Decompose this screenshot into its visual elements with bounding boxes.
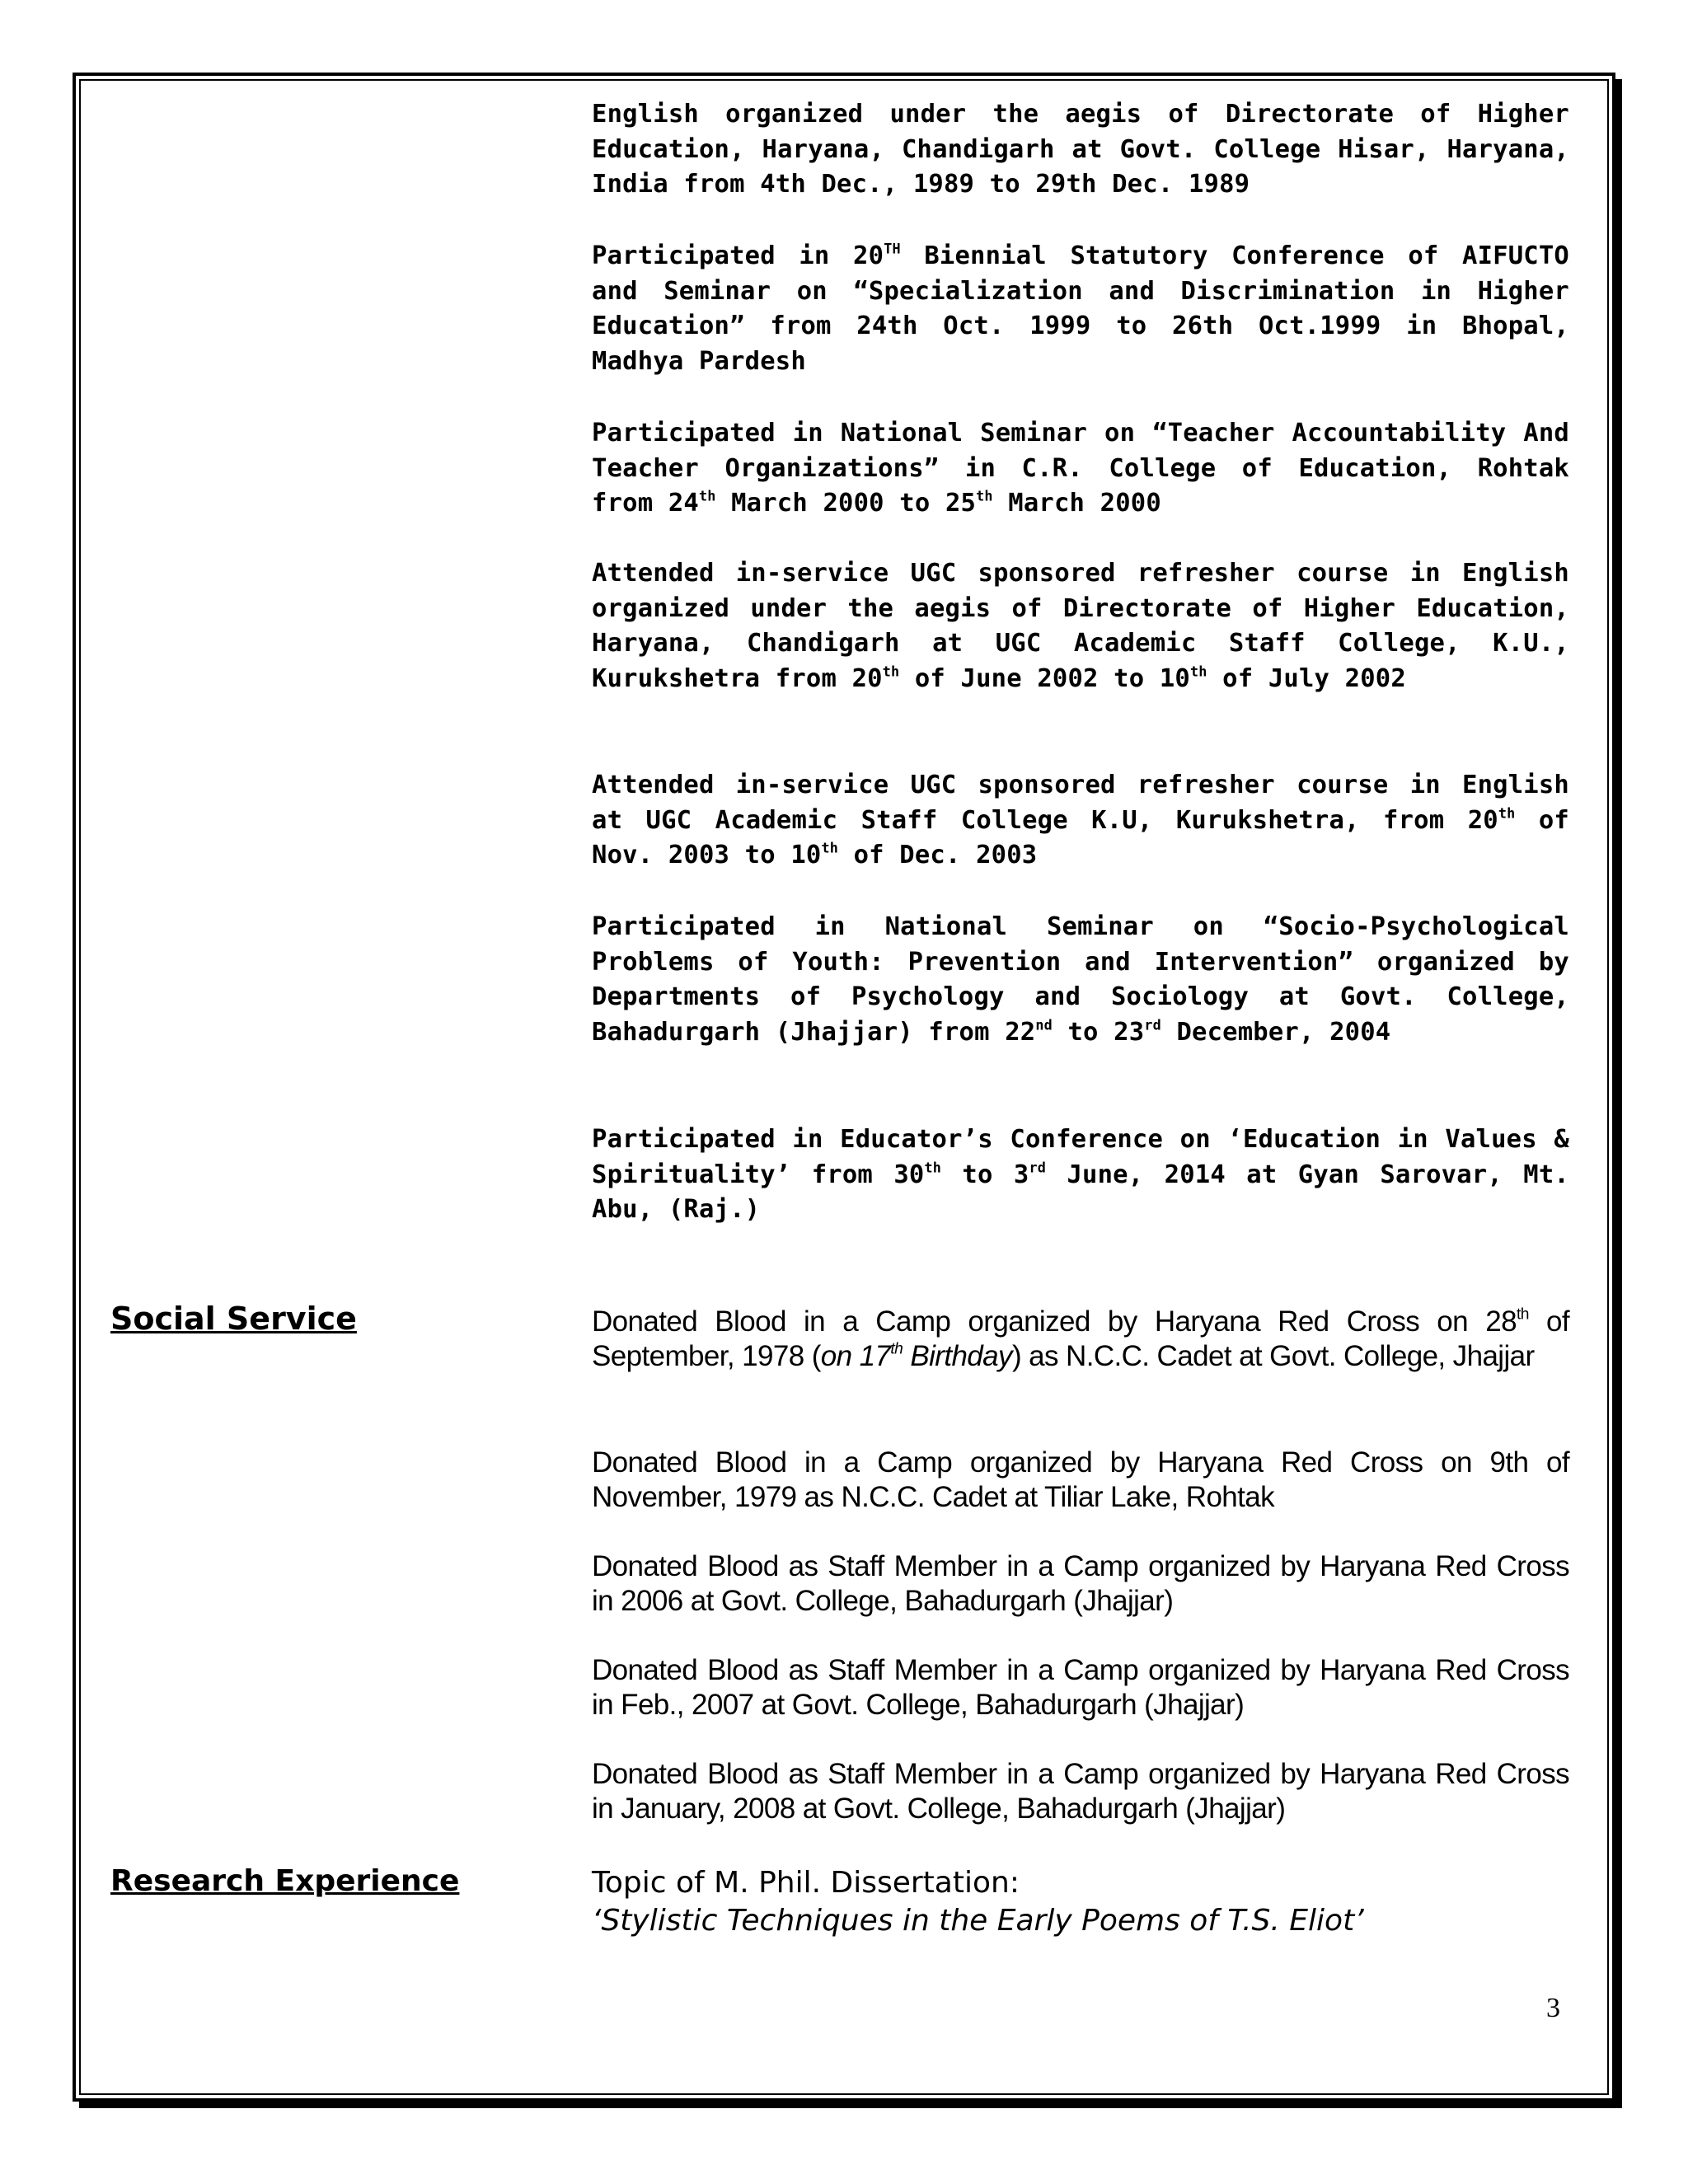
- entry-text: English organized under the aegis of Directorate of Higher Education, Haryana, Chandigarh at Govt. College Hisar, Haryana, India from 4th Dec., 1989 to 29th Dec. 1989: [592, 100, 1569, 199]
- research-experience-heading: Research Experience: [110, 1864, 460, 1898]
- participation-entry-1: [592, 97, 1569, 203]
- ordinal-suffix: TH: [884, 240, 901, 257]
- ordinal-suffix: rd: [1144, 1015, 1161, 1033]
- entry-text: Participated in 20: [592, 241, 884, 270]
- social-service-entry-1: [592, 1305, 1569, 1374]
- ordinal-suffix: th: [698, 487, 716, 504]
- social-service-entry-5: [592, 1757, 1569, 1826]
- ordinal-suffix: th: [976, 487, 993, 504]
- social-service-entry-3: [592, 1549, 1569, 1619]
- ordinal-suffix: nd: [1035, 1015, 1053, 1033]
- entry-text: Attended in-service UGC sponsored refresher course in English at UGC Academic Staff College K.U, Kurukshetra, from 20: [592, 771, 1569, 835]
- entry-text: Participated in National Seminar on “Socio-Psychological Problems of Youth: Prevention and Intervention” organized by Departments of Psychology and Sociology at Govt. College, Bahadurgarh (Jhajjar) from 22: [592, 912, 1569, 1047]
- ordinal-suffix: th: [1190, 662, 1207, 679]
- entry-text: of Dec. 2003: [838, 841, 1038, 869]
- entry-text: of July 2002: [1207, 663, 1406, 693]
- ordinal-suffix: rd: [1029, 1158, 1047, 1175]
- entry-text: Donated Blood in a Camp organized by Haryana Red Cross on 9th of November, 1979 as N.C.C. Cadet at Tiliar Lake, Rohtak: [592, 1446, 1569, 1513]
- social-service-heading: Social Service: [110, 1301, 357, 1337]
- entry-text: ) as N.C.C. Cadet at Govt. College, Jhajjar: [1011, 1340, 1535, 1372]
- participation-entry-5: [592, 768, 1569, 874]
- entry-text: June, 2014 at Gyan Sarovar, Mt. Abu, (Raj.): [592, 1160, 1569, 1224]
- entry-text: March 2000 to 25: [715, 489, 977, 518]
- dissertation-topic-label: Topic of M. Phil. Dissertation:: [592, 1866, 1020, 1900]
- entry-text-italic: Birthday: [903, 1340, 1012, 1372]
- ordinal-suffix: th: [882, 662, 900, 679]
- ordinal-suffix: th: [924, 1158, 942, 1175]
- entry-text: to 23: [1052, 1017, 1145, 1047]
- entry-text: Donated Blood as Staff Member in a Camp organized by Haryana Red Cross in 2006 at Govt. College, Bahadurgarh (Jhajjar): [592, 1550, 1569, 1617]
- entry-text: of June 2002 to 10: [899, 663, 1190, 693]
- participation-entry-3: [592, 416, 1569, 522]
- ordinal-suffix: th: [1516, 1305, 1529, 1324]
- participation-entry-7: [592, 1122, 1569, 1228]
- ordinal-suffix: th: [890, 1340, 903, 1358]
- participation-entry-2: [592, 239, 1569, 379]
- entry-text: Participated in Educator’s Conference on ‘Education in Values & Spirituality’ from 30: [592, 1125, 1569, 1189]
- social-service-entry-4: [592, 1653, 1569, 1722]
- entry-text: Participated in National Seminar on “Teacher Accountability And Teacher Organizations” in C.R. College of Education, Rohtak from 24: [592, 419, 1569, 518]
- entry-text-italic: on 17: [820, 1340, 891, 1372]
- entry-text: to 3: [941, 1160, 1029, 1189]
- entry-text: Donated Blood as Staff Member in a Camp organized by Haryana Red Cross in Feb., 2007 at Govt. College, Bahadurgarh (Jhajjar): [592, 1654, 1569, 1721]
- entry-text: Attended in-service UGC sponsored refresher course in English organized under the aegis of Directorate of Higher Education, Haryana, Chandigarh at UGC Academic Staff College, K.U., Kurukshetra from 20: [592, 559, 1569, 693]
- entry-text: December, 2004: [1160, 1017, 1391, 1047]
- entry-text: of Nov. 2003 to 10: [592, 805, 1569, 869]
- page-number: 3: [1546, 1993, 1560, 2023]
- research-experience-content: [592, 1864, 1569, 1940]
- entry-text: Donated Blood in a Camp organized by Haryana Red Cross on 28: [592, 1305, 1517, 1338]
- social-service-entry-2: [592, 1446, 1569, 1515]
- ordinal-suffix: th: [821, 839, 839, 856]
- entry-text: March 2000: [992, 489, 1161, 518]
- ordinal-suffix: th: [1498, 804, 1516, 821]
- dissertation-title: ‘Stylistic Techniques in the Early Poems of T.S. Eliot’: [592, 1904, 1364, 1938]
- participation-entry-4: [592, 556, 1569, 696]
- entry-text: of September, 1978 (: [592, 1305, 1569, 1372]
- participation-entry-6: [592, 910, 1569, 1050]
- entry-text: Donated Blood as Staff Member in a Camp organized by Haryana Red Cross in January, 2008 at Govt. College, Bahadurgarh (Jhajjar): [592, 1758, 1569, 1825]
- entry-text: Biennial Statutory Conference of AIFUCTO and Seminar on “Specialization and Discrimination in Higher Education” from 24th Oct. 1999 to 26th Oct.1999 in Bhopal, Madhya Pardesh: [592, 241, 1569, 376]
